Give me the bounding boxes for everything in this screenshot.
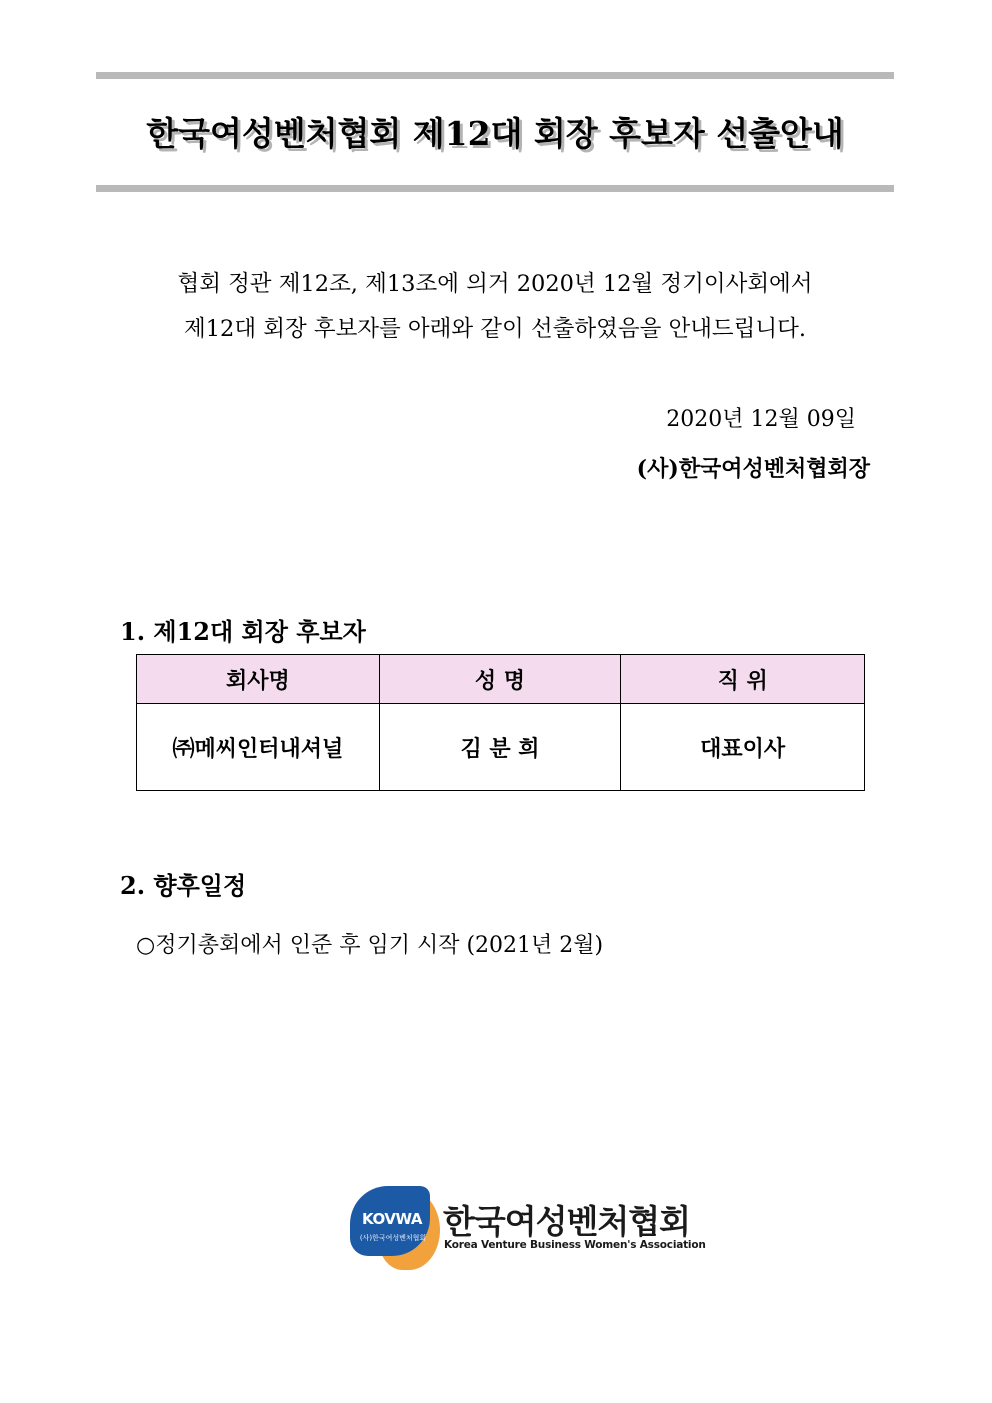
table-row: [137, 704, 865, 791]
section-1-heading: 1. 제12대 회장 후보자: [120, 617, 366, 646]
logo-name-english: Korea Venture Business Women's Association: [444, 1239, 706, 1251]
candidate-table: [136, 654, 865, 791]
bottom-rule: [96, 185, 894, 192]
issuing-organization: (사)한국여성벤처협회장: [636, 456, 870, 482]
document-title: 한국여성벤처협회 제12대 회장 후보자 선출안내: [146, 114, 844, 153]
document-date: 2020년 12월 09일: [666, 407, 856, 432]
logo-badge-subtext: (사)한국여성벤처협회: [359, 1234, 427, 1242]
cell-name: 김 분 희: [379, 704, 621, 791]
header-company: 회사명: [137, 655, 380, 704]
logo-badge: [348, 1184, 444, 1270]
intro-paragraph: [70, 262, 920, 352]
table-header-row: [137, 655, 865, 704]
logo-name-korean: 한국여성벤처협회: [443, 1202, 691, 1241]
schedule-item: ○정기총회에서 인준 후 임기 시작 (2021년 2월): [136, 933, 604, 958]
intro-line-2: 제12대 회장 후보자를 아래와 같이 선출하였음을 안내드립니다.: [183, 316, 807, 342]
header-name: 성 명: [379, 655, 621, 704]
logo-badge-text: KOVWA: [362, 1210, 422, 1228]
intro-line-1: 협회 정관 제12조, 제13조에 의거 2020년 12월 정기이사회에서: [177, 271, 813, 297]
top-rule: [96, 72, 894, 79]
cell-company: ㈜메씨인터내셔널: [137, 704, 380, 791]
section-2-heading: 2. 향후일정: [120, 871, 247, 900]
cell-position: 대표이사: [621, 704, 865, 791]
kovwa-logo: [348, 1184, 706, 1272]
header-position: 직 위: [621, 655, 865, 704]
